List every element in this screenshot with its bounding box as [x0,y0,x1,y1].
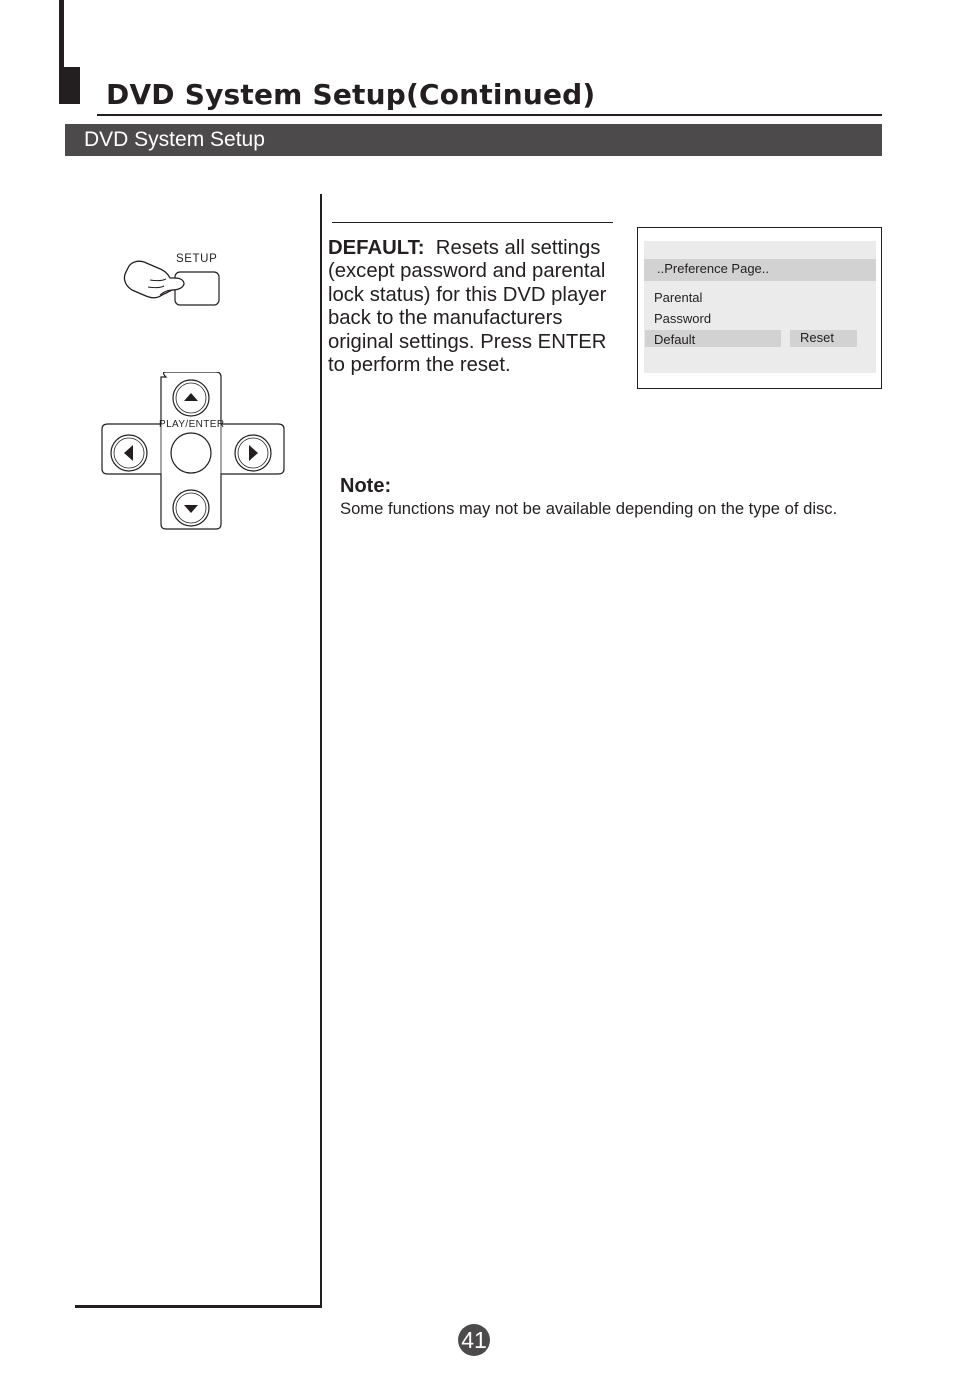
menu-reset-label: Reset [800,330,834,345]
section-band [65,124,882,156]
enter-label: PLAY/ENTER [159,419,225,430]
menu-item-default[interactable]: Default [654,332,696,347]
note-text: Some functions may not be available depending on the type of disc. [340,499,838,518]
column-divider [320,194,322,1308]
setup-button-illustration [120,250,230,310]
default-description [328,237,628,377]
page-title: DVD System Setup(Continued) [106,78,596,111]
menu-item-parental[interactable]: Parental [654,290,703,305]
content-top-rule [332,222,613,223]
menu-header-label: ..Preference Page.. [657,261,770,276]
page-number: 41 [458,1324,490,1356]
dpad-illustration [100,372,286,532]
section-title: DVD System Setup [84,128,265,151]
menu-header [644,259,876,281]
title-underline [97,114,882,116]
preference-menu [637,227,882,389]
bottom-rule [75,1305,322,1308]
menu-panel [644,241,876,373]
menu-reset-option[interactable] [790,330,857,347]
dpad-icon [100,372,286,532]
menu-item-password[interactable]: Password [654,311,712,326]
default-body: Resets all settings (except password and parental lock status) for this DVD player back to the manufacturers original settings. Press ENTER to perform the reset. [328,237,607,377]
note-label: Note: [340,475,392,497]
header-accent-block [59,67,80,104]
setup-label: SETUP [176,253,218,265]
default-lead: DEFAULT: [328,237,425,259]
